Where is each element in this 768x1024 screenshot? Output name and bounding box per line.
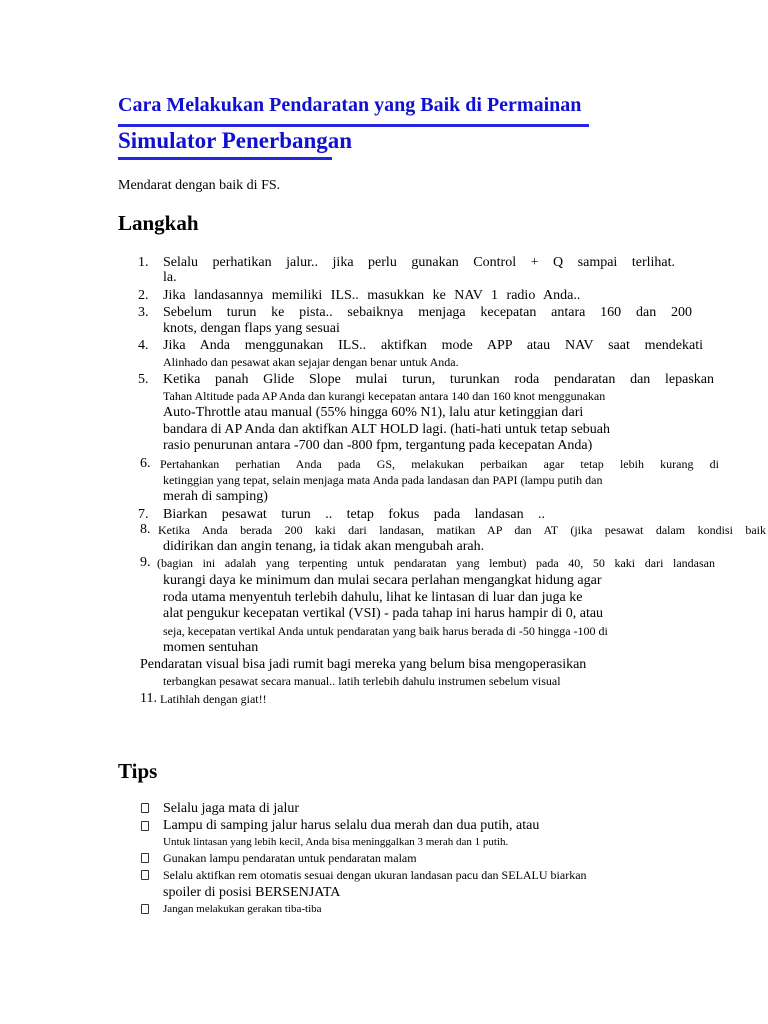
tip-line: Lampu di samping jalur harus selalu dua merah dan dua putih, atau xyxy=(163,818,540,833)
step-line: alat pengukur kecepatan vertikal (VSI) - pada tahap ini harus hampir di 0, atau xyxy=(163,606,604,621)
step-line: Sebelum turun ke pista.. sebaiknya menjaga kecepatan antara 160 dan 200 xyxy=(163,305,692,320)
step-number: 2. xyxy=(138,288,149,303)
step-line: terbangkan pesawat secara manual.. latih terlebih dahulu instrumen sebelum visual xyxy=(163,674,561,688)
step-line: Auto-Throttle atau manual (55% hingga 60% N1), lalu atur ketinggian dari xyxy=(163,405,584,420)
step-line: Alinhado dan pesawat akan sejajar dengan benar untuk Anda. xyxy=(163,355,459,369)
step-line: momen sentuhan xyxy=(163,640,259,655)
step-line: Latihlah dengan giat!! xyxy=(160,692,267,706)
title-underline-1 xyxy=(118,124,589,127)
step-line: Tahan Altitude pada AP Anda dan kurangi kecepatan antara 140 dan 160 knot menggunakan xyxy=(163,389,606,403)
step-line: Ketika Anda berada 200 kaki dari landasan, matikan AP dan AT (jika pesawat dalam kondisi baik xyxy=(158,523,766,537)
step-line: knots, dengan flaps yang sesuai xyxy=(163,321,340,336)
step-line: Jika Anda menggunakan ILS.. aktifkan mode APP atau NAV saat mendekati xyxy=(163,338,703,353)
step-number: 1. xyxy=(138,255,149,270)
step-number: 7. xyxy=(138,507,149,522)
step-number: 11. xyxy=(140,691,157,706)
title-underline-2 xyxy=(118,157,332,160)
step-line: Pendaratan visual bisa jadi rumit bagi mereka yang belum bisa mengoperasikan xyxy=(140,657,587,672)
step-number: 6. xyxy=(140,456,151,471)
tip-line: Gunakan lampu pendaratan untuk pendaratan malam xyxy=(163,851,417,865)
tip-line: Selalu aktifkan rem otomatis sesuai dengan ukuran landasan pacu dan SELALU biarkan xyxy=(163,868,587,882)
step-line: (bagian ini adalah yang terpenting untuk pendaratan yang lembut) pada 40, 50 kaki dari landasan xyxy=(157,556,715,570)
step-number: 3. xyxy=(138,305,149,320)
title-line-1: Cara Melakukan Pendaratan yang Baik di Permainan xyxy=(118,94,582,116)
bullet-box-icon xyxy=(141,870,149,880)
step-number: 8. xyxy=(140,522,151,537)
step-line: bandara di AP Anda dan aktifkan ALT HOLD lagi. (hati-hati untuk tetap sebuah xyxy=(163,422,610,437)
step-line: Pertahankan perhatian Anda pada GS, melakukan perbaikan agar tetap lebih kurang di xyxy=(160,457,719,471)
step-line: Selalu perhatikan jalur.. jika perlu gunakan Control + Q sampai terlihat. xyxy=(163,255,675,270)
step-line: la. xyxy=(163,270,177,285)
tip-line: Untuk lintasan yang lebih kecil, Anda bisa meninggalkan 3 merah dan 1 putih. xyxy=(163,836,509,848)
intro-text: Mendarat dengan baik di FS. xyxy=(118,178,281,193)
step-line: rasio penurunan antara -700 dan -800 fpm, tergantung pada kecepatan Anda) xyxy=(163,438,593,453)
steps-heading: Langkah xyxy=(118,211,199,235)
bullet-box-icon xyxy=(141,853,149,863)
step-line: roda utama menyentuh terlebih dahulu, lihat ke lintasan di luar dan juga ke xyxy=(163,590,583,605)
step-line: Ketika panah Glide Slope mulai turun, turunkan roda pendaratan dan lepaskan xyxy=(163,372,714,387)
tips-heading: Tips xyxy=(118,759,158,783)
tip-line: Selalu jaga mata di jalur xyxy=(163,801,300,816)
step-line: merah di samping) xyxy=(163,489,268,504)
step-line: seja, kecepatan vertikal Anda untuk pendaratan yang baik harus berada di -50 hingga -100 di xyxy=(163,624,608,638)
step-line: Biarkan pesawat turun .. tetap fokus pada landasan .. xyxy=(163,507,545,522)
bullet-box-icon xyxy=(141,904,149,914)
step-number: 4. xyxy=(138,338,149,353)
bullet-box-icon xyxy=(141,821,149,831)
step-number: 9. xyxy=(140,555,151,570)
title-line-2: Simulator Penerbangan xyxy=(118,128,353,153)
bullet-box-icon xyxy=(141,803,149,813)
tip-line: Jangan melakukan gerakan tiba-tiba xyxy=(163,903,322,915)
step-line: Jika landasannya memiliki ILS.. masukkan ke NAV 1 radio Anda.. xyxy=(163,288,581,303)
step-line: kurangi daya ke minimum dan mulai secara perlahan mengangkat hidung agar xyxy=(163,573,602,588)
step-number: 5. xyxy=(138,372,149,387)
step-line: didirikan dan angin tenang, ia tidak akan mengubah arah. xyxy=(163,539,485,554)
tip-line: spoiler di posisi BERSENJATA xyxy=(163,885,341,900)
step-line: ketinggian yang tepat, selain menjaga mata Anda pada landasan dan PAPI (lampu putih dan xyxy=(163,473,603,487)
